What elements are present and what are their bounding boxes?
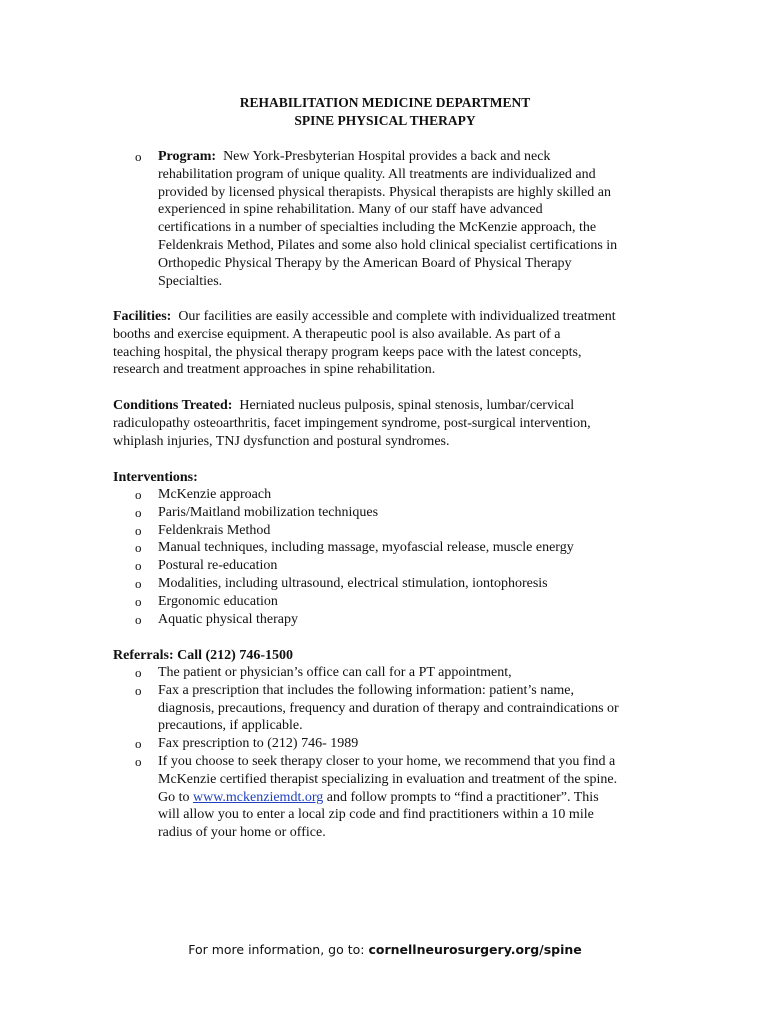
- conditions-text-1: Herniated nucleus pulposis, spinal stenosis, lumbar/cervical: [239, 398, 575, 413]
- list-item: [135, 522, 670, 540]
- referrals-list: [135, 664, 670, 842]
- facilities-line-4: research and treatment approaches in spine rehabilitation.: [113, 362, 436, 378]
- footer: [0, 941, 770, 959]
- referral-2-line-2: diagnosis, precautions, frequency and duration of therapy and contraindications or: [158, 700, 619, 716]
- program-line-6: Feldenkrais Method, Pilates and some also hold clinical specialist certifications in: [158, 237, 618, 253]
- referral-4-line-2: McKenzie certified therapist specializing in evaluation and treatment of the spine.: [158, 771, 618, 787]
- bullet-marker: o: [135, 504, 142, 520]
- bullet-marker: o: [135, 753, 142, 769]
- program-line-2: rehabilitation program of unique quality. All treatments are individualized and: [158, 166, 596, 182]
- bullet-marker: o: [135, 575, 142, 591]
- bullet-marker: o: [135, 487, 142, 502]
- footer-url[interactable]: cornellneurosurgery.org/spine: [368, 942, 582, 957]
- list-item: [135, 753, 670, 842]
- referral-4-line-5: radius of your home or office.: [158, 825, 326, 841]
- facilities-label: Facilities:: [113, 309, 172, 324]
- intervention-text: Postural re-education: [158, 558, 278, 574]
- list-item: [135, 504, 670, 522]
- bullet-marker: o: [135, 736, 142, 752]
- intervention-text: McKenzie approach: [158, 487, 272, 502]
- program-line-7: Orthopedic Physical Therapy by the American Board of Physical Therapy: [158, 255, 572, 271]
- program-line-8: Specialties.: [158, 273, 223, 289]
- list-item: [135, 735, 670, 753]
- referral-2-line-3: precautions, if applicable.: [158, 718, 303, 734]
- facilities-line-1: [113, 308, 668, 326]
- referral-4-line-3: [158, 789, 670, 807]
- bullet-marker: o: [135, 522, 142, 538]
- intervention-text: Feldenkrais Method: [158, 522, 271, 538]
- bullet-marker: o: [135, 682, 142, 698]
- list-item: [135, 611, 670, 629]
- intervention-text: Paris/Maitland mobilization techniques: [158, 504, 379, 520]
- intervention-text: Aquatic physical therapy: [158, 611, 298, 627]
- referral-3-line-1: Fax prescription to (212) 746- 1989: [158, 736, 359, 752]
- footer-prefix: For more information, go to:: [188, 942, 369, 957]
- bullet-marker: o: [135, 665, 142, 680]
- bullet-marker: o: [135, 611, 142, 627]
- conditions-line-3: whiplash injuries, TNJ dysfunction and postural syndromes.: [113, 433, 450, 449]
- list-item: [135, 664, 670, 682]
- list-item: [135, 539, 670, 557]
- intervention-text: Modalities, including ultrasound, electrical stimulation, iontophoresis: [158, 575, 548, 591]
- facilities-text-1: Our facilities are easily accessible and complete with individualized treatment: [178, 309, 616, 324]
- referral-2-line-1: Fax a prescription that includes the following information: patient’s name,: [158, 682, 575, 698]
- intervention-text: Ergonomic education: [158, 593, 278, 609]
- program-section: [135, 148, 670, 290]
- referral-4-line-4: will allow you to enter a local zip code and find practitioners within a 10 mile: [158, 807, 594, 823]
- referrals-label: Referrals: Call (212) 746-1500: [113, 648, 294, 663]
- bullet-marker: o: [135, 149, 142, 164]
- program-label: Program:: [158, 149, 217, 164]
- program-line-3: provided by licensed physical therapists. Physical therapists are highly skilled an: [158, 184, 611, 200]
- facilities-section: [113, 308, 668, 379]
- bullet-marker: o: [135, 593, 142, 609]
- facilities-line-3: teaching hospital, the physical therapy program keeps pace with the latest concepts,: [113, 344, 582, 360]
- list-item: [135, 593, 670, 611]
- program-bullet: [135, 148, 670, 290]
- conditions-section: [113, 397, 668, 450]
- go-to-text: Go to: [158, 789, 190, 805]
- referral-1-line-1: The patient or physician’s office can call for a PT appointment,: [158, 665, 512, 680]
- program-text-1: New York-Presbyterian Hospital provides a back and neck: [223, 149, 551, 164]
- intervention-text: Manual techniques, including massage, myofascial release, muscle energy: [158, 540, 574, 556]
- interventions-label: Interventions:: [113, 470, 198, 485]
- program-title: SPINE PHYSICAL THERAPY: [294, 113, 476, 128]
- list-item: [135, 575, 670, 593]
- list-item: [135, 557, 670, 575]
- interventions-list: [135, 486, 670, 628]
- after-link-text: and follow prompts to “find a practitioner”. This: [326, 789, 599, 805]
- list-item: [135, 486, 670, 504]
- department-title: REHABILITATION MEDICINE DEPARTMENT: [239, 95, 531, 110]
- mckenzie-link[interactable]: www.mckenziemdt.org: [193, 789, 324, 805]
- conditions-line-2: radiculopathy osteoarthritis, facet impingement syndrome, post-surgical intervention,: [113, 415, 591, 431]
- bullet-marker: o: [135, 540, 142, 556]
- program-line-5: certifications in a number of specialties including the McKenzie approach, the: [158, 220, 597, 236]
- referral-4-line-1: If you choose to seek therapy closer to your home, we recommend that you find a: [158, 753, 616, 769]
- facilities-line-2: booths and exercise equipment. A therapeutic pool is also available. As part of a: [113, 326, 561, 342]
- program-line-1: [158, 148, 670, 166]
- bullet-marker: o: [135, 558, 142, 574]
- list-item: [135, 682, 670, 735]
- conditions-label: Conditions Treated:: [113, 398, 233, 413]
- program-line-4: experienced in spine rehabilitation. Many of our staff have advanced: [158, 202, 543, 218]
- conditions-line-1: [113, 397, 668, 415]
